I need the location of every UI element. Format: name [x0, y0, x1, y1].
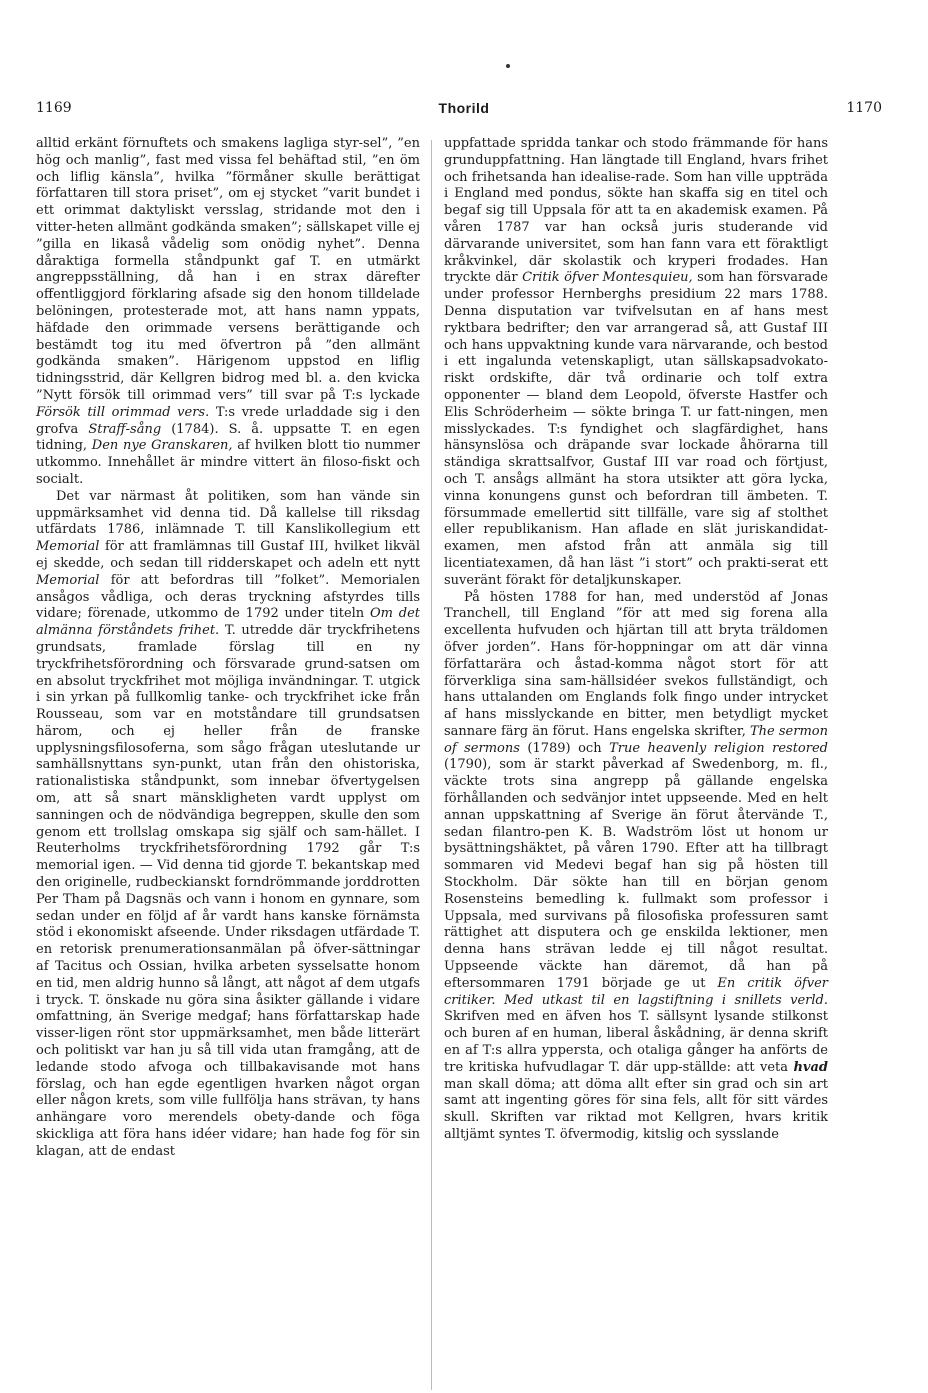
- text-run: som han försvarade under professor Hernberghs presidium 22 mars 1788. Denna disputation var tvifvelsutan en af hans mest ryktbara bedrifter; den var arrangerad så, att Gustaf III och hans uppvaktning kunde vara närvarande, och bestod i ett ingalunda vetenskapligt, utan sällskapsadvokato-riskt ordskifte, där två ordinarie och tolf extra opponenter — bland dem Leopold, öfverste Hastfer och Elis Schröderheim — sökte bringa T. ur fatt-ningen, men misslyckades. T:s fyndighet och slagfärdighet, hans hänsynslösa och dräpande svar lockade åhörarna till ständiga skrattsalfvor, Gustaf III var road och förtjust, och T. ansågs allmänt ha stora utsikter att göra lycka, vinna konungens gunst och befordran till ämbeten. T. försummade emellertid sitt tillfälle, vare sig af stolthet eller republikanism. Han aflade en slät juriskandidat-examen, men afstod från att anmäla sig till licentiatexamen, då han läst ”i stort” och prakti-serat ett suveränt förakt för detaljkunskaper.: [444, 270, 828, 588]
- text-run: man skall döma; att döma allt efter sin grad och sin art samt att ingenting göres för sina fels, allt för sitt värdes skull. Skriften var riktad mot Kellgren, hvars kritik alltjämt syntes T. öfvermodig, kitslig och sysslande: [444, 1076, 828, 1143]
- text-run: alltid erkänt förnuftets och smakens lagliga styr-sel”, ”en hög och manlig”, fast med vissa fel behäftad stil, ”en öm och liflig känsla”, hvilka ”förmåner skulle berättigat författaren till stora priset”, om ej stycket ”varit bundet i ett orimmat daktyliskt versslag, stridande mot den i vitter-heten allmänt godkända smaken”; sällskapet ville ej ”gilla en likaså vådelig som onödig nyhet”. Denna dåraktiga formella ståndpunkt gaf T. en utmärkt angreppsställning, då han i en strax därefter offentliggjord förklaring afsade sig den honom tilldelade belöningen, protesterade mot, att hans namn yppats, häfdade den orimmade versens berättigande och bestämdt tog itu med öfvertron på ”den allmänt godkända smaken”. Härigenom uppstod en liflig tidningsstrid, där Kellgren bidrog med bl. a. den kvicka ”Nytt försök till orimmad vers” till svar på T:s lyckade: [36, 136, 420, 403]
- left-column: [36, 136, 420, 1161]
- text-run: Det var närmast åt politiken, som han vände sin uppmärksamhet vid denna tid. Då kallelse till riksdag utfärdats 1786, inlämnade T. till Kanslikollegium ett: [36, 488, 420, 538]
- paragraph: [36, 489, 420, 1161]
- column-divider: [431, 140, 432, 1390]
- emphasis: hvad: [793, 1059, 828, 1075]
- italic-title: En critik öfver critiker. Med utkast til en lagstiftning i snillets verld.: [444, 975, 828, 1008]
- italic-title: Memorial: [36, 539, 100, 555]
- italic-title: Critik öfver Montesquieu,: [522, 270, 693, 286]
- text-run: uppfattade spridda tankar och stodo främmande för hans grunduppfattning. Han längtade till England, hvars frihet och frihetsanda han idealise-rade. Som han ville uppträda i England med pondus, sökte han skaffa sig en titel och begaf sig till Uppsala för att ta en akademisk examen. På våren 1787 var han också juris studerande vid därvarande universitet, som han fann vara ett föraktligt kråkvinkel, där skolastik och kryperi frodades. Han tryckte där: [444, 136, 828, 286]
- paragraph: [444, 136, 828, 590]
- italic-title: Den nye Granskaren,: [91, 438, 233, 454]
- paragraph: [444, 590, 828, 1144]
- right-column: [444, 136, 828, 1144]
- italic-title: The sermon of sermons: [444, 723, 828, 756]
- text-run: T:s vrede urladdade sig i den grofva: [36, 404, 420, 437]
- italic-title: Straff-sång: [88, 421, 162, 437]
- text-run: (1790), som är starkt påverkad af Swedenborg, m. fl., väckte trots sina angrepp på gällande engelska förhållanden och sedvänjor intet uppseende. Med en helt annan uppskattning af Sverige än förut återvände T., sedan filantro-pen K. B. Wadström löst ut honom ur bysättningshäktet, på våren 1790. Efter att ha tillbragt sommaren vid Medevi begaf han sig på hösten till Stockholm. Där sökte han till en början genom Rosensteins bemedling k. fullmakt som professor i Uppsala, med survivans på filosofiska professuren samt rättighet att disputera och ge enskilda lektioner, men denna hans strävan ledde ej till något resultat. Uppseende väckte han däremot, då han på eftersommaren 1791 började ge ut: [444, 757, 828, 991]
- text-run: för att framlämnas till Gustaf III, hvilket likväl ej skedde, och sedan till ridderskapet och adeln ett nytt: [36, 539, 420, 571]
- italic-title: True heavenly religion restored: [609, 740, 828, 756]
- text-run: Skrifven med en äfven hos T. sällsynt lysande stilkonst och buren af en human, liberal åskådning, är denna skrift en af T:s allra yppersta, och otaliga gånger ha anförts de tre kritiska hufvudlagar T. där upp-ställde: att veta: [444, 1009, 828, 1075]
- text-run: af hvilken blott tio nummer utkommo. Innehållet är mindre vittert än filoso-fiskt och socialt.: [36, 438, 420, 487]
- text-run: (1789) och: [519, 740, 610, 756]
- italic-title: Memorial: [36, 572, 100, 588]
- italic-title: Om det almänna förståndets frihet.: [36, 606, 420, 639]
- speck-mark: [506, 64, 510, 68]
- paragraph: [36, 136, 420, 489]
- left-page-number: 1169: [36, 100, 72, 116]
- text-run: T. utredde där tryckfrihetens grundsats, framlade förslag till en ny tryckfrihetsförordning och försvarade grund-satsen om en absolut tryckfrihet mot möjliga invändningar. T. utgick i sin yrkan på fullkomlig tanke- och tryckfrihet icke från Rousseau, som var en motståndare till grundsatsen härom, och ej heller från de franske upplysningsfilosoferna, som sågo frågan uteslutande ur samhällsnyttans syn-punkt, utan från den ohistoriska, rationalistiska ståndpunkt, som innebar öfvertygelsen om, att så snart mänskligheten vardt upplyst om sanningen och de nödvändiga begreppen, skulle den som genom ett trollslag omskapa sig själf och sam-hället. I Reuterholms tryckfrihetsförordning 1792 går T:s memorial igen. — Vid denna tid gjorde T. bekantskap med den originelle, rudbeckianskt forndrömmande jorddrotten Per Tham på Dagsnäs och vann i honom en gynnare, som sedan under en följd af år vardt hans kanske förnämsta stöd i ekonomiskt afseende. Under riksdagen utfärdade T. en retorisk prenumerationsanmälan på öfver-sättningar af Tacitus och Ossian, hvilka arbeten sysselsatte honom en tid, men aldrig hunno så långt, att något af dem utgafs i tryck. T. önskade nu göra sina åsikter gällande i vidare omfattning, än Sverige medgaf; hans författarskap hade visser-ligen rönt stor uppmärksamhet, men både litterärt och politiskt var han ju så till vida utan framgång, att de ledande stodo afvoga och tillbakavisande mot hans förslag, och han egde egentligen hvarken något organ eller någon krets, som ville fullfölja hans strävan, ty hans anhängare voro merendels obety-dande och föga skickliga att föra hans idéer vidare; han hade fog för sin klagan, att de endast: [36, 623, 420, 1159]
- running-title: Thorild: [438, 100, 490, 116]
- text-run: På hösten 1788 for han, med understöd af Jonas Tranchell, till England ”för att med sig forena alla excellenta hufvuden och hjärtan till att bryta träldomen öfver jorden”. Hans för-hoppningar om att där vinna författarära och åstad-komma något stort för att förverkliga sina sam-hällsidéer svekos fullständigt, och hans uttalanden om Englands folk fingo under intrycket af hans misslyckande en bitter, men betydligt mycket sannare färg än förut. Hans engelska skrifter,: [444, 589, 828, 739]
- page-header: [32, 100, 896, 122]
- text-run: för att befordras till ”folket”. Memorialen ansågos vådliga, och deras tryckning afstyrdes tills vidare; förenade, utkommo de 1792 under titeln: [36, 572, 420, 622]
- text-run: (1784). S. å. uppsatte T. en egen tidning,: [36, 421, 420, 454]
- italic-title: Försök till orimmad vers.: [36, 404, 210, 420]
- right-page-number: 1170: [846, 100, 882, 116]
